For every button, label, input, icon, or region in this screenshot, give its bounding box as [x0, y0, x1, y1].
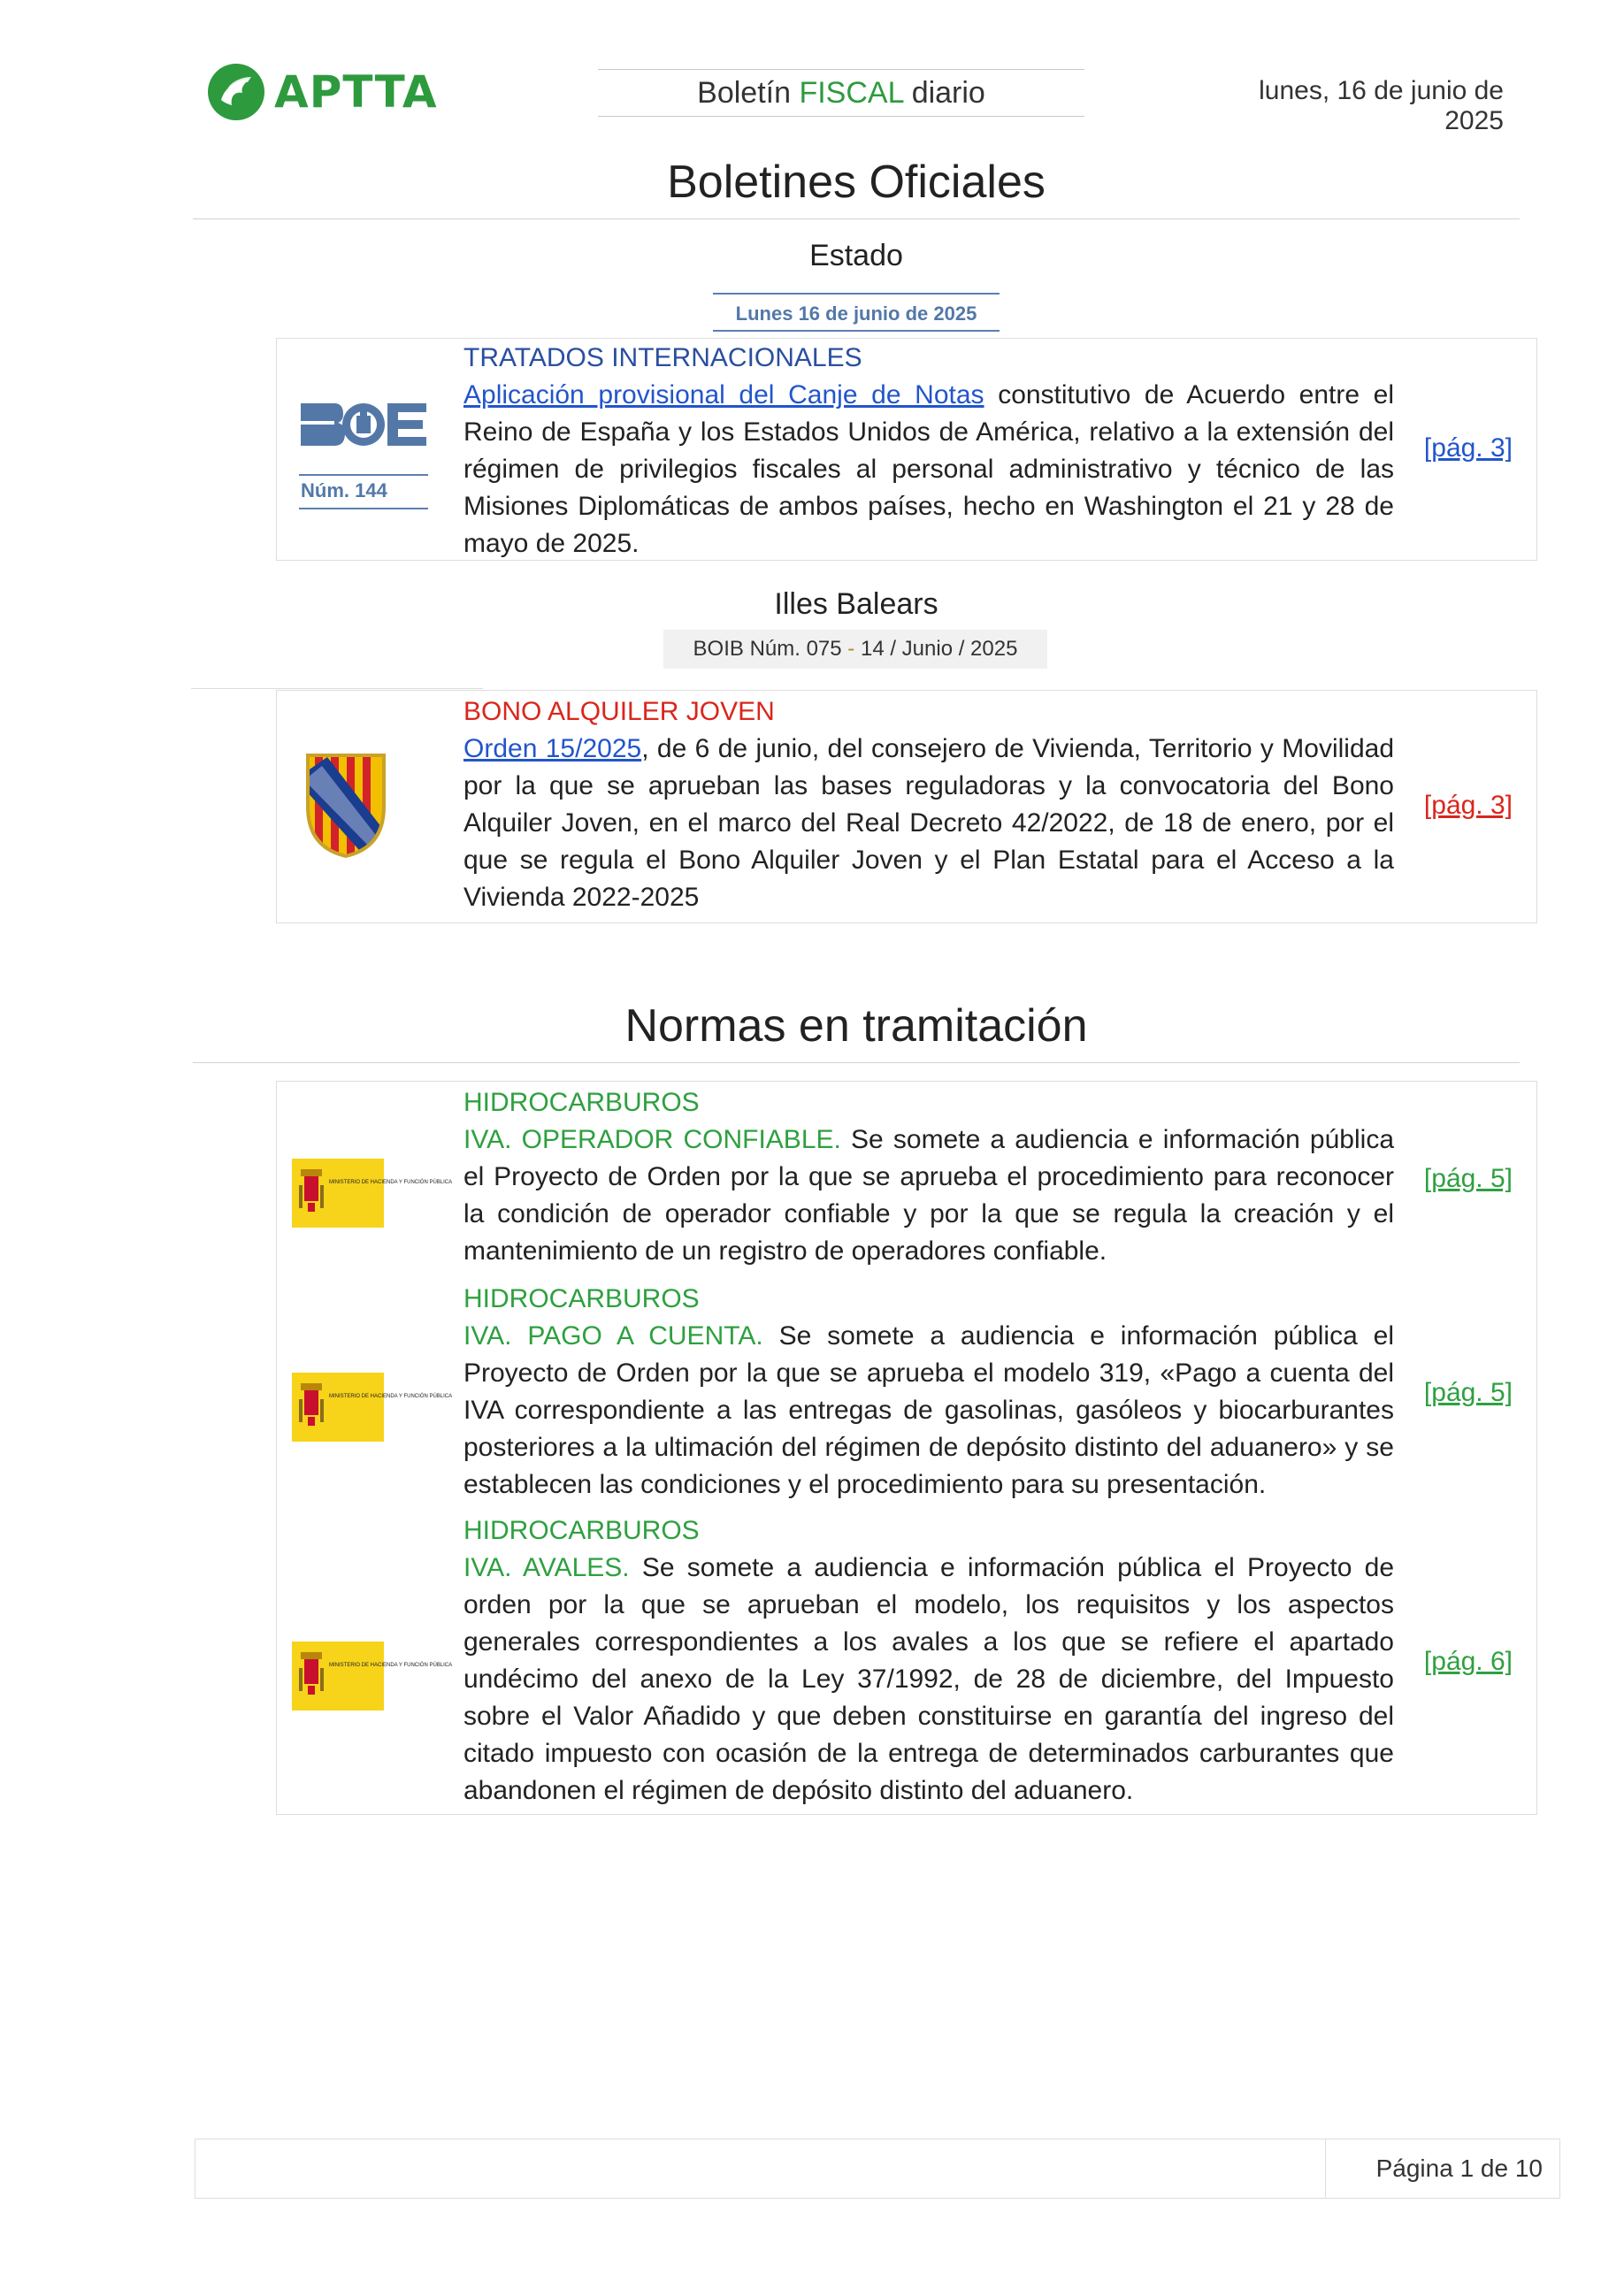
boe-logo-icon [299, 396, 428, 467]
norma-entry-2 [463, 1281, 1394, 1504]
section-title-normas: Normas en tramitación [624, 1000, 1088, 1052]
divider-line [191, 688, 483, 689]
entry-description: , de 6 de junio, del consejero de Vivienda, Territorio y Movilidad por la que se aprueban las bases reguladoras y la convocatoria del Bono Alquiler Joven, en el marco del Real Decreto 42/2022, de 18 de enero, por el que se regula el Bono Alquiler Joven y el Plan Estatal para el Acceso a la Vivienda 2022-2025 [463, 734, 1395, 912]
ministry-logo-icon [292, 1642, 453, 1711]
entry-lead: IVA. AVALES. [463, 1553, 630, 1582]
boib-date: 14 / Junio / 2025 [860, 637, 1018, 661]
ministry-logo-text: MINISTERIO DE HACIENDA Y FUNCIÓN PÚBLICA [329, 1180, 453, 1185]
entry-description: Se somete a audiencia e información pública el Proyecto de Orden por la que se aprueba el procedimiento para reconocer la condición de operador confiable y por la que se regula la creación y el mantenimiento de un registro de operadores confiable. [463, 1125, 1395, 1266]
estado-entry [463, 340, 1394, 563]
boib-dash: - [847, 637, 855, 661]
section-divider [193, 218, 1520, 219]
aptta-logo [205, 58, 453, 126]
subsection-title-estado: Estado [809, 239, 903, 272]
section-title-boletines: Boletines Oficiales [667, 157, 1046, 208]
entry-category: BONO ALQUILER JOVEN [463, 697, 775, 726]
norma-entry-3 [463, 1512, 1394, 1810]
bulletin-title [598, 69, 1084, 117]
page-ref-link[interactable]: [pág. 5] [1423, 1164, 1513, 1193]
ministry-logo-icon [292, 1373, 453, 1442]
aptta-emblem-icon [205, 61, 267, 123]
entry-description: Se somete a audiencia e información pública el Proyecto de orden por la que se aprueban el modelo, los requisitos y los aspectos generales correspondientes a los avales a los que se refiere el apartado undécimo del anexo de la Ley 37/1992, de 28 de diciembre, del Impuesto sobre el Valor Añadido y que deben constituirse en garantía del ingreso del citado impuesto con ocasión de la entrega de determinados carburantes que abandonen el régimen de depósito distinto del aduanero. [463, 1553, 1395, 1805]
ministry-logo-text: MINISTERIO DE HACIENDA Y FUNCIÓN PÚBLICA [329, 1663, 453, 1668]
boib-badge [663, 630, 1047, 669]
title-suffix: diario [911, 76, 985, 110]
footer-separator [1325, 2139, 1326, 2199]
entry-category: TRATADOS INTERNACIONALES [463, 343, 862, 372]
balearic-coat-of-arms-icon [304, 754, 387, 858]
boib-number: BOIB Núm. 075 [693, 637, 842, 661]
subsection-title-baleares: Illes Balears [774, 587, 938, 621]
entry-category: HIDROCARBUROS [463, 1088, 700, 1117]
page-ref-link[interactable]: [pág. 3] [1423, 433, 1513, 463]
entry-category: HIDROCARBUROS [463, 1284, 700, 1313]
title-highlight: FISCAL [799, 76, 904, 110]
header-date: lunes, 16 de junio de 2025 [1259, 76, 1504, 135]
entry-description: Se somete a audiencia e información pública el Proyecto de Orden por la que se aprueba el modelo 319, «Pago a cuenta del IVA correspondiente a las entregas de gasolinas, gasóleos y biocarburantes posteriores a la ultimación del régimen de depósito distinto del aduanero» y se establecen las condiciones y el procedimiento para su presentación. [463, 1321, 1395, 1499]
baleares-entry [463, 693, 1394, 916]
page-ref-link[interactable]: [pág. 6] [1423, 1647, 1513, 1676]
norma-entry-1 [463, 1084, 1394, 1270]
entry-link[interactable]: Orden 15/2025 [463, 734, 642, 763]
logo-wordmark: APTTA [274, 66, 438, 118]
page-number: Página 1 de 10 [1375, 2154, 1543, 2182]
entry-lead: IVA. PAGO A CUENTA. [463, 1321, 763, 1351]
boe-number: Núm. 144 [299, 474, 428, 509]
entry-description: constitutivo de Acuerdo entre el Reino de España y los Estados Unidos de América, relativo a la extensión del régimen de privilegios fiscales al personal administrativo y técnico de las Misiones Diplomáticas de ambos países, hecho en Washington el 21 y 28 de mayo de 2025. [463, 380, 1395, 558]
entry-link[interactable]: Aplicación provisional del Canje de Notas [463, 380, 984, 409]
ministry-logo-text: MINISTERIO DE HACIENDA Y FUNCIÓN PÚBLICA [329, 1394, 453, 1399]
estado-date-badge: Lunes 16 de junio de 2025 [713, 293, 1000, 332]
entry-category: HIDROCARBUROS [463, 1516, 700, 1545]
entry-lead: IVA. OPERADOR CONFIABLE. [463, 1125, 841, 1154]
ministry-logo-icon [292, 1159, 453, 1228]
title-prefix: Boletín [697, 76, 791, 110]
page-ref-link[interactable]: [pág. 5] [1423, 1378, 1513, 1407]
page-ref-link[interactable]: [pág. 3] [1423, 791, 1513, 820]
section-divider [193, 1062, 1520, 1063]
